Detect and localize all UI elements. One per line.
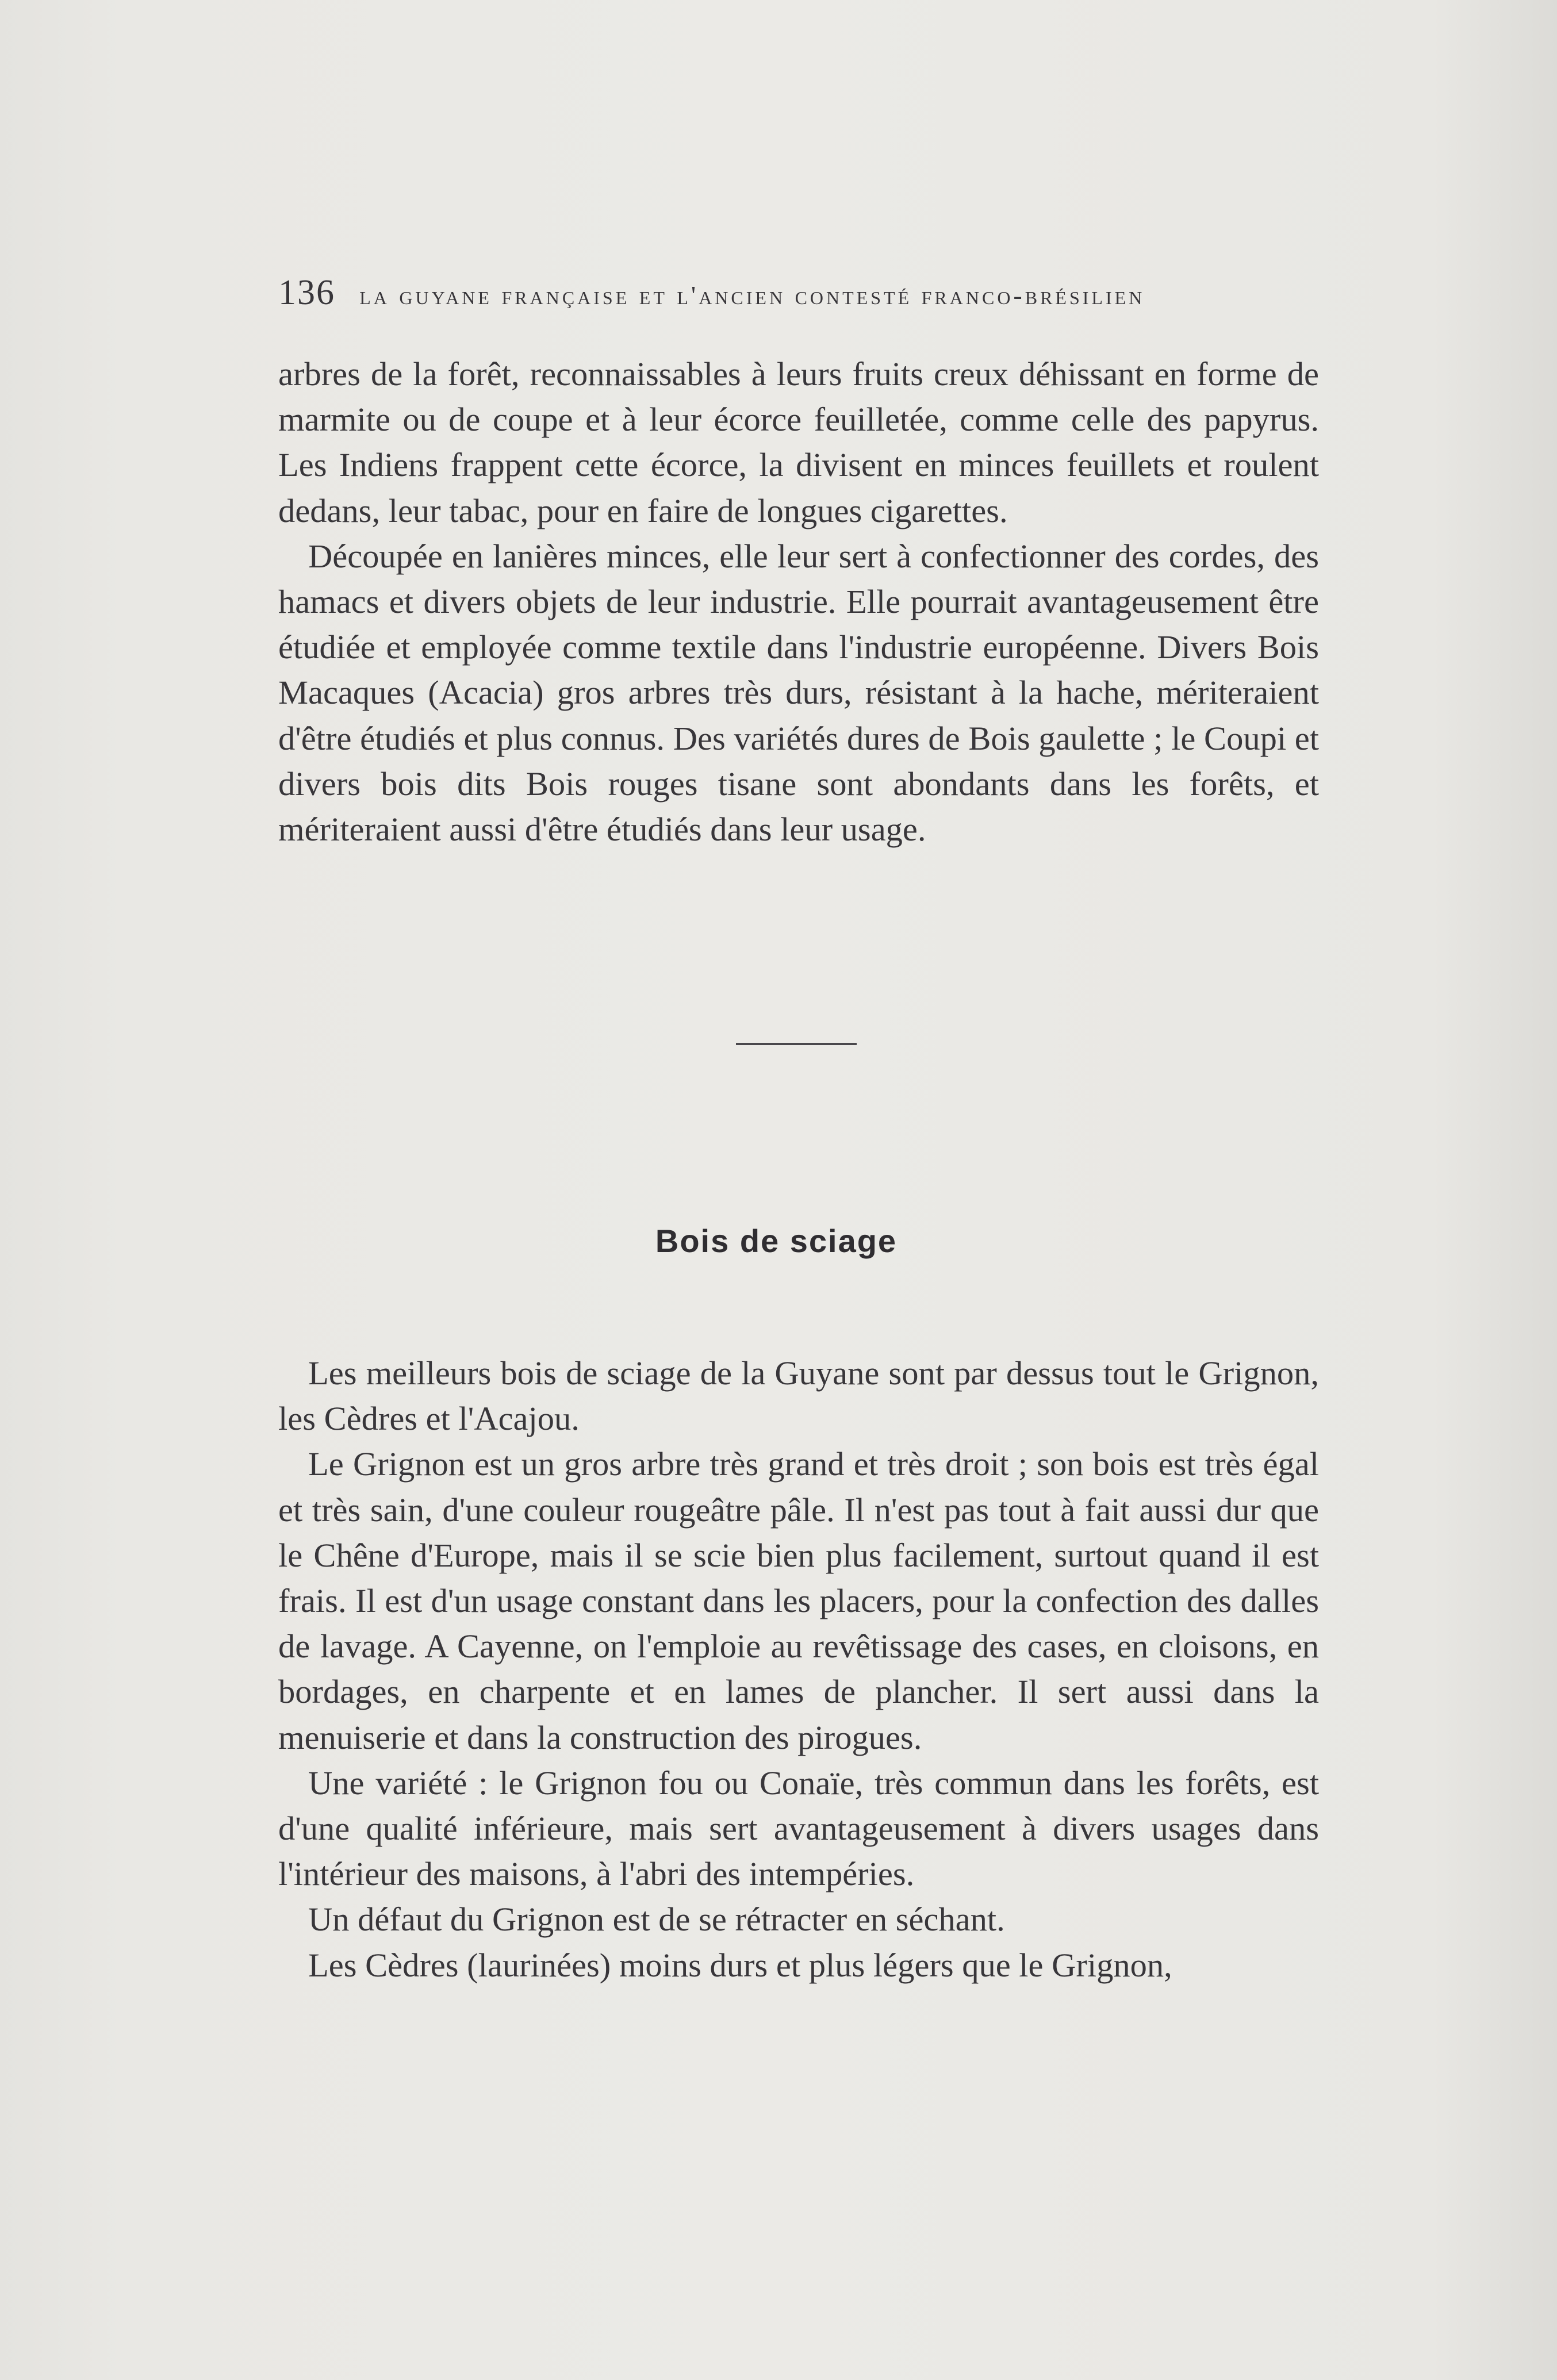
running-title: la guyane française et l'ancien contesté franco-brésilien <box>359 281 1145 310</box>
section-divider <box>736 1043 857 1045</box>
paragraph: arbres de la forêt, reconnaissables à leurs fruits creux déhissant en forme de marmite ou de coupe et à leur écorce feuilletée, comme celle des papyrus. Les Indiens frappent cette écorce, la divisent en minces feuillets et roulent dedans, leur tabac, pour en faire de longues cigarettes. <box>278 355 1319 529</box>
continued-text <box>278 351 1319 852</box>
section-body <box>278 1350 1319 1988</box>
paragraph: Découpée en lanières minces, elle leur sert à confectionner des cordes, des hamacs et divers objets de leur industrie. Elle pourrait avantageusement être étudiée et employée comme textile dans l'industrie européenne. Divers Bois Macaques (Acacia) gros arbres très durs, résistant à la hache, mériteraient d'être étudiés et plus connus. Des variétés dures de Bois gaulette ; le Coupi et divers bois dits Bois rouges tisane sont abondants dans les forêts, et mériteraient aussi d'être étudiés dans leur usage. <box>278 537 1319 849</box>
paragraph: Les Cèdres (laurinées) moins durs et plus légers que le Grignon, <box>308 1946 1172 1984</box>
paragraph: Le Grignon est un gros arbre très grand et très droit ; son bois est très égal et très sain, d'une couleur rougeâtre pâle. Il n'est pas tout à fait aussi dur que le Chêne d'Europe, mais il se scie bien plus facilement, surtout quand il est frais. Il est d'un usage constant dans les placers, pour la confection des dalles de lavage. A Cayenne, on l'emploie au revêtissage des cases, en cloisons, en bordages, en charpente et en lames de plancher. Il sert aussi dans la menuiserie et dans la construction des pirogues. <box>278 1445 1319 1756</box>
page-number: 136 <box>278 273 335 312</box>
section-heading: Bois de sciage <box>655 1223 898 1259</box>
running-header <box>278 272 1325 318</box>
paragraph: Une variété : le Grignon fou ou Conaïe, très commun dans les forêts, est d'une qualité inférieure, mais sert avantageusement à divers usages dans l'intérieur des maisons, à l'abri des intempéries. <box>278 1764 1319 1893</box>
paragraph: Les meilleurs bois de sciage de la Guyane sont par dessus tout le Grignon, les Cèdres et l'Acajou. <box>278 1354 1319 1438</box>
paragraph: Un défaut du Grignon est de se rétracter en séchant. <box>308 1901 1005 1938</box>
